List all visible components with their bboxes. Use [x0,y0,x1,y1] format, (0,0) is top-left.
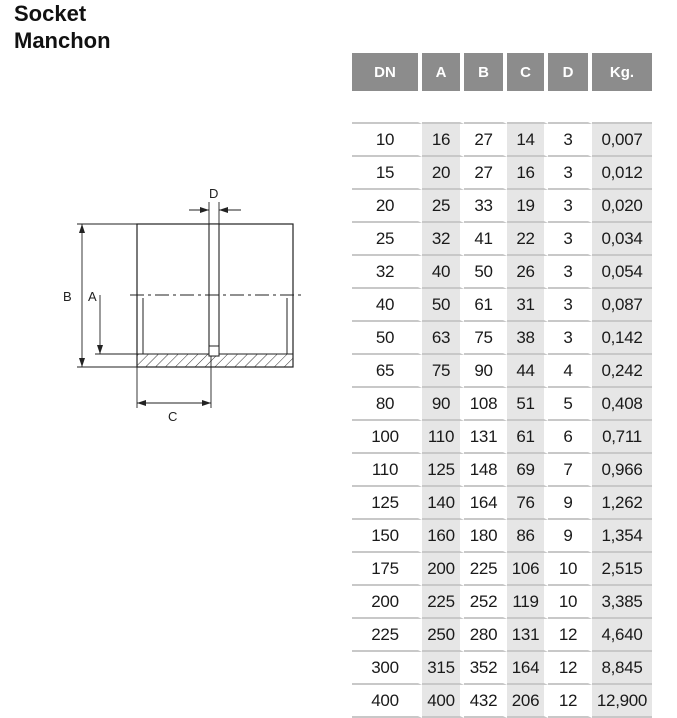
cell-a: 16 [422,124,464,157]
cell-a: 75 [422,355,464,388]
cell-dn: 40 [352,289,422,322]
cell-dn: 200 [352,586,422,619]
header-dn: DN [352,53,422,91]
table-row [352,520,652,553]
table-row [352,289,652,322]
cell-d: 5 [548,388,592,421]
dim-a-label: A [88,289,97,304]
cell-c: 86 [507,520,548,553]
cell-kg: 0,020 [592,190,652,223]
cell-kg: 12,900 [592,685,652,718]
cell-d: 10 [548,586,592,619]
cell-dn: 400 [352,685,422,718]
cell-c: 22 [507,223,548,256]
header-c: C [507,53,548,91]
cell-c: 106 [507,553,548,586]
table-row [352,553,652,586]
cell-kg: 0,087 [592,289,652,322]
cell-kg: 0,242 [592,355,652,388]
cell-c: 19 [507,190,548,223]
table-row [352,421,652,454]
cell-b: 75 [464,322,507,355]
cell-c: 119 [507,586,548,619]
cell-d: 6 [548,421,592,454]
cell-a: 20 [422,157,464,190]
cell-b: 225 [464,553,507,586]
cell-b: 180 [464,520,507,553]
cell-c: 131 [507,619,548,652]
cell-c: 61 [507,421,548,454]
table-row [352,685,652,718]
cell-a: 200 [422,553,464,586]
cell-kg: 0,054 [592,256,652,289]
cell-c: 51 [507,388,548,421]
cell-kg: 0,007 [592,124,652,157]
cell-c: 76 [507,487,548,520]
cell-dn: 150 [352,520,422,553]
cell-kg: 0,408 [592,388,652,421]
cell-kg: 2,515 [592,553,652,586]
cell-kg: 0,142 [592,322,652,355]
cell-kg: 1,262 [592,487,652,520]
cell-a: 25 [422,190,464,223]
cell-d: 3 [548,190,592,223]
cell-b: 252 [464,586,507,619]
cell-d: 12 [548,619,592,652]
table-row [352,652,652,685]
table-row [352,619,652,652]
cell-dn: 80 [352,388,422,421]
dim-d-label: D [209,186,219,201]
cell-d: 3 [548,124,592,157]
header-d: D [548,53,592,91]
cell-dn: 20 [352,190,422,223]
cell-a: 125 [422,454,464,487]
dimensions-table [352,53,652,718]
cell-a: 90 [422,388,464,421]
cell-c: 16 [507,157,548,190]
cell-b: 27 [464,157,507,190]
cell-dn: 32 [352,256,422,289]
socket-drawing [55,180,315,430]
cell-a: 32 [422,223,464,256]
cell-b: 164 [464,487,507,520]
cell-a: 315 [422,652,464,685]
cell-d: 12 [548,685,592,718]
cell-dn: 25 [352,223,422,256]
table-row [352,355,652,388]
cell-a: 160 [422,520,464,553]
header-kg: Kg. [592,53,652,91]
cell-b: 131 [464,421,507,454]
cell-kg: 1,354 [592,520,652,553]
cell-b: 148 [464,454,507,487]
cell-d: 9 [548,487,592,520]
header-b: B [464,53,507,91]
cell-dn: 225 [352,619,422,652]
cell-dn: 175 [352,553,422,586]
cell-dn: 65 [352,355,422,388]
table-row [352,454,652,487]
cell-kg: 8,845 [592,652,652,685]
product-title: Socket [14,1,87,26]
cell-a: 50 [422,289,464,322]
cell-kg: 0,034 [592,223,652,256]
table-row [352,190,652,223]
cell-d: 3 [548,256,592,289]
cell-a: 225 [422,586,464,619]
cell-c: 26 [507,256,548,289]
cell-dn: 10 [352,124,422,157]
cell-kg: 0,012 [592,157,652,190]
cell-kg: 0,711 [592,421,652,454]
cell-b: 108 [464,388,507,421]
cell-c: 38 [507,322,548,355]
table-row [352,322,652,355]
cell-a: 400 [422,685,464,718]
cell-d: 3 [548,322,592,355]
cell-c: 206 [507,685,548,718]
cell-d: 4 [548,355,592,388]
cell-c: 164 [507,652,548,685]
cell-a: 110 [422,421,464,454]
cell-b: 432 [464,685,507,718]
cell-c: 31 [507,289,548,322]
cell-a: 250 [422,619,464,652]
cell-d: 10 [548,553,592,586]
table-row [352,487,652,520]
product-subtitle: Manchon [14,28,111,53]
cell-d: 7 [548,454,592,487]
cell-b: 27 [464,124,507,157]
cell-c: 69 [507,454,548,487]
cell-b: 41 [464,223,507,256]
table-row [352,223,652,256]
cell-a: 63 [422,322,464,355]
table-row [352,586,652,619]
cell-kg: 0,966 [592,454,652,487]
cell-dn: 50 [352,322,422,355]
table-row [352,256,652,289]
cell-c: 14 [507,124,548,157]
cell-dn: 15 [352,157,422,190]
cell-a: 140 [422,487,464,520]
cell-dn: 110 [352,454,422,487]
table-row [352,124,652,157]
table-row [352,388,652,421]
dim-b-label: B [63,289,72,304]
table-row [352,157,652,190]
cell-d: 3 [548,223,592,256]
socket-center-stop [209,224,219,356]
cell-b: 352 [464,652,507,685]
cell-d: 12 [548,652,592,685]
cell-d: 3 [548,289,592,322]
cell-b: 50 [464,256,507,289]
cell-kg: 4,640 [592,619,652,652]
cell-c: 44 [507,355,548,388]
cell-d: 3 [548,157,592,190]
cell-b: 90 [464,355,507,388]
cell-dn: 125 [352,487,422,520]
table-header-row [352,53,652,91]
dim-c-label: C [168,409,178,424]
cell-dn: 100 [352,421,422,454]
cell-b: 280 [464,619,507,652]
cell-dn: 300 [352,652,422,685]
cell-d: 9 [548,520,592,553]
cell-kg: 3,385 [592,586,652,619]
cell-b: 61 [464,289,507,322]
cell-a: 40 [422,256,464,289]
cell-b: 33 [464,190,507,223]
header-a: A [422,53,464,91]
